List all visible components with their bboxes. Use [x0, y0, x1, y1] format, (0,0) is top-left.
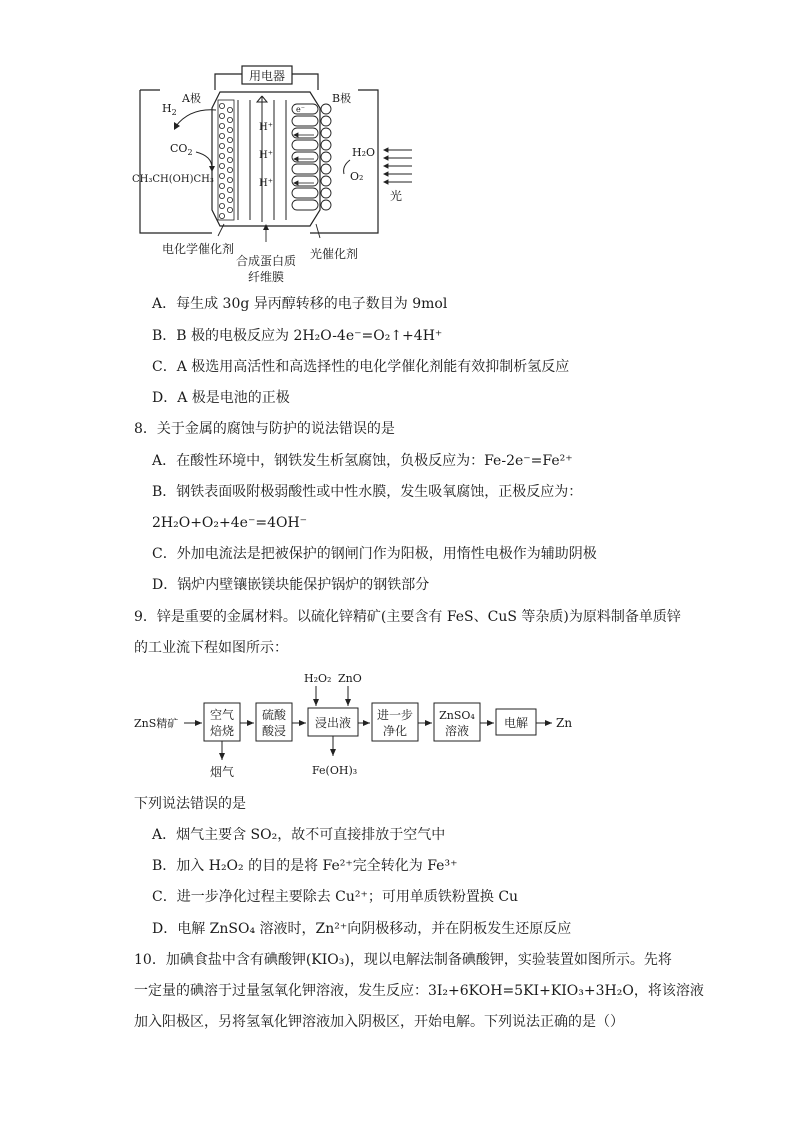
q9-stem-line1: 9．锌是重要的金属材料。以硫化锌精矿(主要含有 FeS、CuS 等杂质)为原料制备单质锌 [134, 609, 681, 625]
flow-box1-l1: 空气 [209, 708, 235, 722]
q7-option-b: B．B 极的电极反应为 2H₂O-4e⁻=O₂↑+4H⁺ [152, 328, 443, 344]
q9-stem-line2: 的工业流下程如图所示： [134, 640, 288, 656]
flow-box4-l2: 净化 [382, 724, 408, 738]
h2-label: $H_2$ [162, 102, 177, 117]
flow-end: Zn [556, 716, 573, 730]
a-pole-label: A极 [182, 92, 201, 105]
flow-box2-l1: 硫酸 [261, 708, 287, 722]
q9-option-d: D．电解 ZnSO₄ 溶液时，Zn²⁺向阴极移动，并在阴板发生还原反应 [152, 921, 572, 937]
q7-option-a: A．每生成 30g 异丙醇转移的电子数目为 9mol [152, 296, 448, 312]
q8-stem: 8．关于金属的腐蚀与防护的说法错误的是 [134, 421, 395, 437]
q8-option-c: C．外加电流法是把被保护的钢闸门作为阳极，用惰性电极作为辅助阴极 [152, 546, 597, 562]
q9-option-b: B．加入 H₂O₂ 的目的是将 Fe²⁺完全转化为 Fe³⁺ [152, 858, 458, 874]
flow-box6: 电解 [503, 716, 529, 730]
q9-option-a: A．烟气主要含 SO₂，故不可直接排放于空气中 [152, 827, 446, 843]
flow-box3: 浸出液 [314, 716, 352, 730]
flow-box1-l2: 焙烧 [209, 724, 235, 738]
q9-option-c: C．进一步净化过程主要除去 Cu²⁺；可用单质铁粉置换 Cu [152, 889, 519, 905]
h-plus-3: H⁺ [259, 178, 273, 189]
label-electrocatalyst: 电化学催化剂 [162, 242, 235, 256]
flow-out-feoh3: Fe(OH)₃ [312, 764, 358, 777]
o2-label: O₂ [350, 170, 364, 183]
q10-stem-line3: 加入阳极区，另将氢氧化钾溶液加入阴极区，开始电解。下列说法正确的是（） [134, 1014, 624, 1030]
light-arrows [384, 148, 412, 184]
q8-option-b-line2: 2H₂O+O₂+4e⁻=4OH⁻ [152, 515, 308, 531]
label-photocatalyst: 光催化剂 [310, 247, 359, 261]
flow-start: ZnS精矿 [134, 717, 179, 730]
q7-option-c: C．A 极选用高活性和高选择性的电化学催化剂能有效抑制析氢反应 [152, 359, 570, 375]
q7-option-d: D．A 极是电池的正极 [152, 390, 290, 406]
isopropanol-label: CH₃CH(OH)CH₃ [132, 174, 214, 185]
flow-out-gas: 烟气 [210, 765, 235, 779]
label-membrane-2: 纤维膜 [247, 270, 285, 284]
device-label: 用电器 [248, 69, 286, 83]
q10-stem-line2: 一定量的碘溶于过量氢氧化钾溶液，发生反应：3I₂+6KOH=5KI+KIO₃+3H₂O，将该溶液 [134, 983, 704, 999]
h-plus-1: H⁺ [259, 122, 273, 133]
flow-box5-l2: 溶液 [444, 724, 470, 738]
zinc-flow-diagram [130, 668, 580, 786]
h-plus-2: H⁺ [259, 150, 273, 161]
b-pole-label: B极 [332, 92, 352, 105]
flow-in-h2o2: H₂O₂ [304, 672, 332, 685]
flow-box5-l1: ZnSO₄ [439, 709, 475, 722]
flow-box4-l1: 进一步 [376, 708, 414, 722]
q10-stem-line1: 10．加碘食盐中含有碘酸钾(KIO₃)，现以电解法制备碘酸钾，实验装置如图所示。先将 [134, 952, 672, 968]
q8-option-b-line1: B．钢铁表面吸附极弱酸性或中性水膜，发生吸氧腐蚀，正极反应为： [152, 484, 583, 500]
flow-box2-l2: 酸浸 [261, 724, 287, 738]
electron-label: e⁻ [296, 105, 305, 114]
q8-option-a: A．在酸性环境中，钢铁发生析氢腐蚀，负极反应为：Fe-2e⁻=Fe²⁺ [152, 453, 573, 469]
h2o-label: H₂O [352, 146, 376, 159]
co2-label: $CO_2$ [170, 142, 193, 157]
label-membrane-1: 合成蛋白质 [235, 254, 297, 268]
q9-lead: 下列说法错误的是 [134, 796, 246, 812]
flow-in-zno: ZnO [338, 672, 362, 685]
light-label: 光 [390, 189, 403, 203]
q8-option-d: D．锅炉内壁镶嵌镁块能保护锅炉的钢铁部分 [152, 577, 430, 593]
cell-diagram [120, 60, 420, 290]
a-electrode-catalyst [218, 100, 234, 220]
